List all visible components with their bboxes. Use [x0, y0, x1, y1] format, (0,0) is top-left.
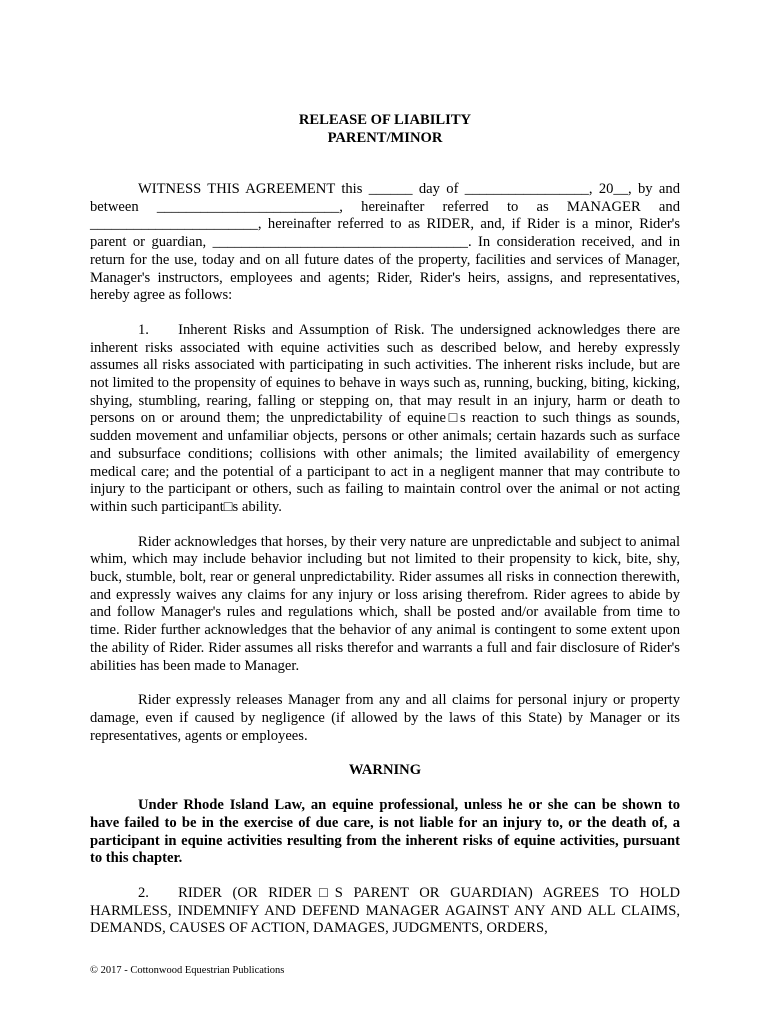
- footer-copyright: © 2017 - Cottonwood Equestrian Publications: [90, 965, 285, 976]
- inherent-risks-paragraph: 1. Inherent Risks and Assumption of Risk. The undersigned acknowledges there are inherent risks associated with equine activities such as described below, and hereby expressly assumes all risks associated with participating in such activities. The inherent risks include, but are not limited to the propensity of equines to behave in ways such as, running, bucking, biting, kicking, shying, stumbling, rearing, falling or stepping on, that may result in an injury, harm or death to persons on or around them; the unpredictability of equine□s reaction to such things as sounds, sudden movement and unfamiliar objects, persons or other animals; certain hazards such as surface and subsurface conditions; collisions with other animals; the limited availability of emergency medical care; and the potential of a participant to act in a negligent manner that may contribute to injury to the participant or others, such as failing to maintain control over the animal or not acting within such participant□s ability.: [90, 321, 680, 515]
- title-line-1: RELEASE OF LIABILITY: [298, 112, 472, 128]
- document-body: [90, 111, 680, 938]
- hold-harmless-paragraph: 2. RIDER (OR RIDER□S PARENT OR GUARDIAN) AGREES TO HOLD HARMLESS, INDEMNIFY AND DEFEND MANAGER AGAINST ANY AND ALL CLAIMS, DEMANDS, CAUSES OF ACTION, DAMAGES, JUDGMENTS, ORDERS,: [90, 884, 680, 937]
- warning-paragraph: Under Rhode Island Law, an equine professional, unless he or she can be shown to have failed to be in the exercise of due care, is not liable for an injury to, or the death of, a participant in equine activities resulting from the inherent risks of equine activities, pursuant to this chapter.: [90, 797, 680, 867]
- witness-paragraph: WITNESS THIS AGREEMENT this ______ day of _________________, 20__, by and between _________________________, hereinafter referred to as MANAGER and _______________________, hereinafter referred to as RIDER, and, if Rider is a minor, Rider's parent or guardian, ___________________________________. In consideration received, and in return for the use, today and on all future dates of the property, facilities and services of Manager, Manager's instructors, employees and agents; Rider, Rider's heirs, assigns, and representatives, hereby agree as follows:: [90, 181, 680, 304]
- rider-acknowledges-paragraph: Rider acknowledges that horses, by their very nature are unpredictable and subject to animal whim, which may include behavior including but not limited to their propensity to kick, bite, shy, buck, stumble, bolt, rear or general unpredictability. Rider assumes all risks in connection therewith, and expressly waives any claims for any injury or loss arising therefrom. Rider agrees to abide by and follow Manager's rules and regulations which, shall be posted and/or available from time to time. Rider further acknowledges that the behavior of any animal is contingent to some extent upon the ability of Rider. Rider assumes all risks therefor and warrants a full and fair disclosure of Rider's abilities has been made to Manager.: [90, 533, 680, 674]
- rider-releases-paragraph: Rider expressly releases Manager from any and all claims for personal injury or property damage, even if caused by negligence (if allowed by the laws of this State) by Manager or its representatives, agents or employees.: [90, 692, 680, 744]
- document-title: [90, 111, 680, 147]
- title-line-2: PARENT/MINOR: [327, 130, 443, 146]
- warning-heading: WARNING: [348, 762, 422, 779]
